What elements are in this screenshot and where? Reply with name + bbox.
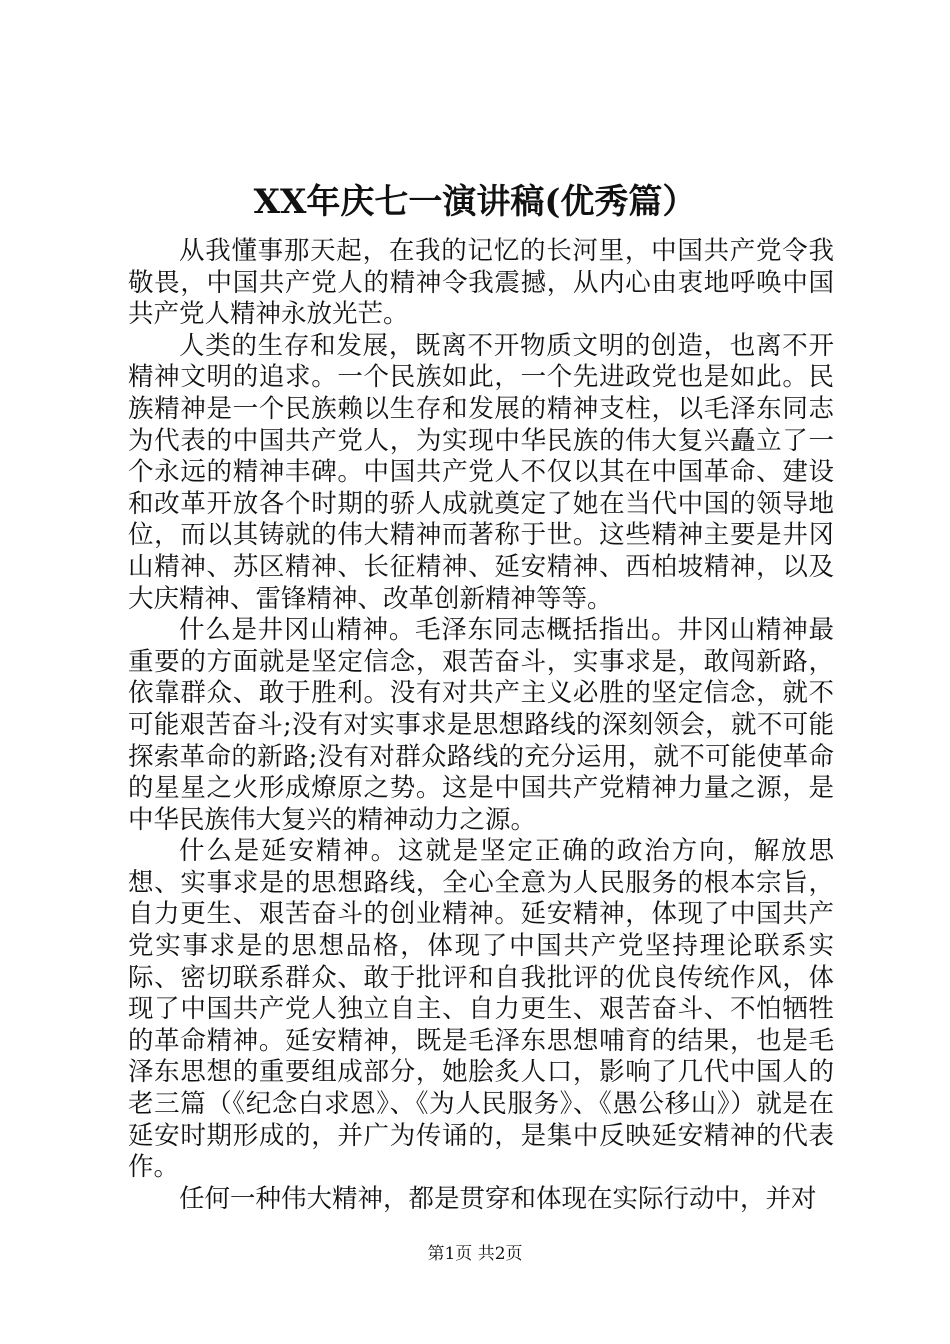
page-footer: 第1页 共2页 (427, 1244, 523, 1264)
paragraph: 什么是井冈山精神。毛泽东同志概括指出。井冈山精神最重要的方面就是坚定信念，艰苦奋斗，实事求是，敢闯新路，依靠群众、敢于胜利。没有对共产主义必胜的坚定信念，就不可能艰苦奋斗;没有对实事求是思想路线的深刻领会，就不可能探索革命的新路;没有对群众路线的充分运用，就不可能使革命的星星之火形成燎原之势。这是中国共产党精神力量之源，是中华民族伟大复兴的精神动力之源。 (128, 615, 834, 835)
document-body (128, 236, 834, 1215)
paragraph: 从我懂事那天起，在我的记忆的长河里，中国共产党令我敬畏，中国共产党人的精神令我震撼，从内心由衷地呼唤中国共产党人精神永放光芒。 (128, 236, 834, 330)
paragraph: 人类的生存和发展，既离不开物质文明的创造，也离不开精神文明的追求。一个民族如此，一个先进政党也是如此。民族精神是一个民族赖以生存和发展的精神支柱，以毛泽东同志为代表的中国共产党人，为实现中华民族的伟大复兴矗立了一个永远的精神丰碑。中国共产党人不仅以其在中国革命、建设和改革开放各个时期的骄人成就奠定了她在当代中国的领导地位，而以其铸就的伟大精神而著称于世。这些精神主要是井冈山精神、苏区精神、长征精神、延安精神、西柏坡精神，以及大庆精神、雷锋精神、改革创新精神等等。 (128, 330, 834, 614)
document-title: XX年庆七一演讲稿(优秀篇） (253, 182, 697, 222)
paragraph: 什么是延安精神。这就是坚定正确的政治方向，解放思想、实事求是的思想路线，全心全意为人民服务的根本宗旨，自力更生、艰苦奋斗的创业精神。延安精神，体现了中国共产党实事求是的思想品格，体现了中国共产党坚持理论联系实际、密切联系群众、敢于批评和自我批评的优良传统作风，体现了中国共产党人独立自主、自力更生、艰苦奋斗、不怕牺牲的革命精神。延安精神，既是毛泽东思想哺育的结果，也是毛泽东思想的重要组成部分，她脍炙人口，影响了几代中国人的老三篇（《纪念白求恩》、《为人民服务》、《愚公移山》）就是在延安时期形成的，并广为传诵的，是集中反映延安精神的代表作。 (128, 836, 834, 1183)
paragraph: 任何一种伟大精神，都是贯穿和体现在实际行动中，并对 (179, 1183, 817, 1214)
